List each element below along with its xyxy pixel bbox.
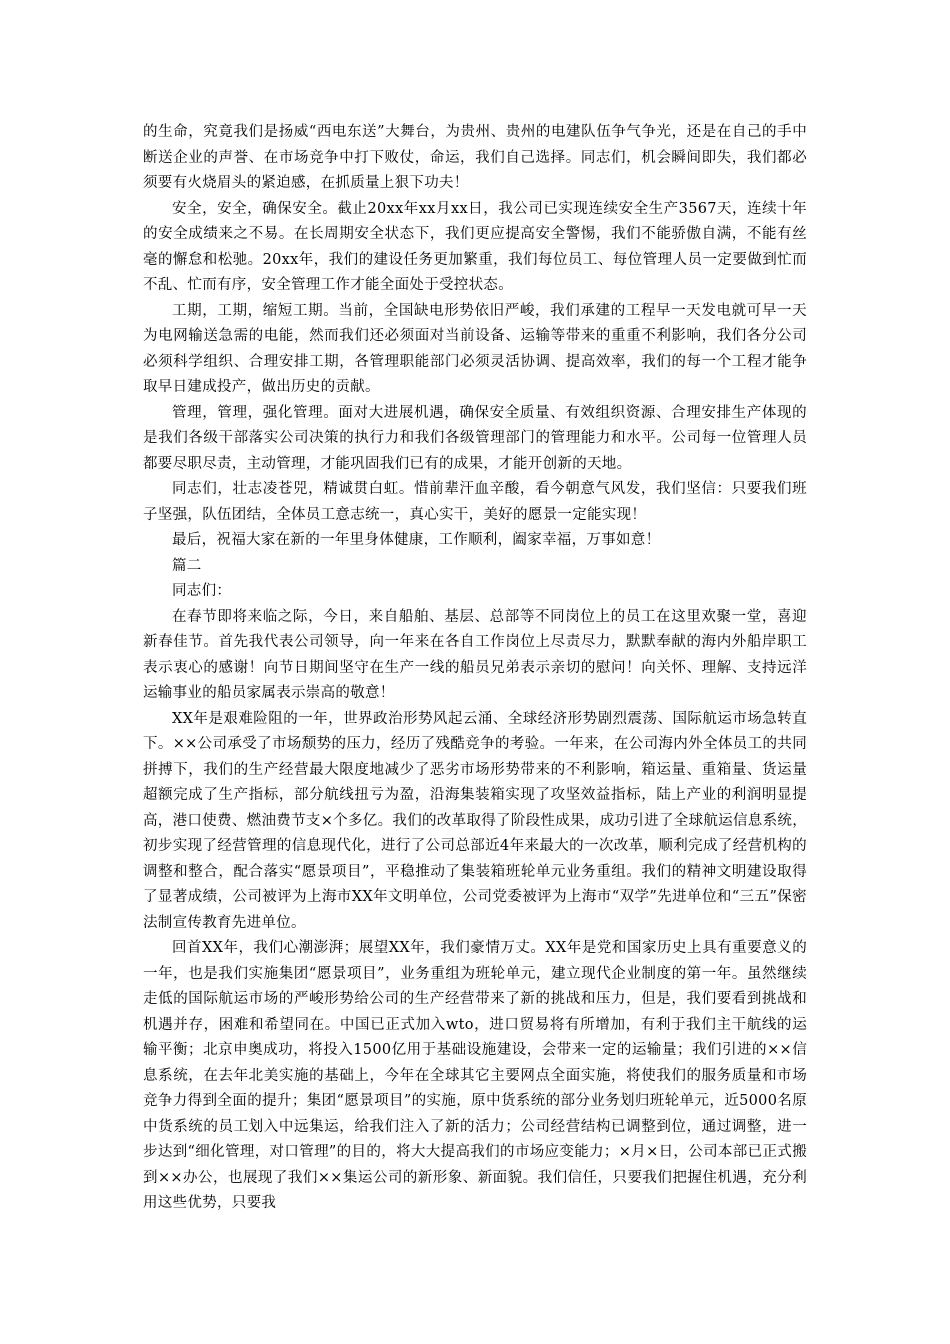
paragraph-closing-wishes: 最后，祝福大家在新的一年里身体健康，工作顺利，阖家幸福，万事如意！	[172, 532, 661, 548]
paragraph-spring-festival: 在春节即将来临之际，今日，来自船舶、基层、总部等不同岗位上的员工在这里欢聚一堂，喜迎新春佳节。首先我代表公司领导，向一年来在各自工作岗位上尽责尽力，默默奉献的海内外船岸职工表示衷心的感谢！向节日期间坚守在生产一线的船员兄弟表示亲切的慰问！向关怀、理解、支持远洋运输事业的船员家属表示崇高的敬意！	[143, 608, 807, 701]
paragraph-year-review: XX年是艰难险阻的一年，世界政治形势风起云涌、全球经济形势剧烈震荡、国际航运市场急转直下。××公司承受了市场颓势的压力，经历了残酷竞争的考验。一年来，在公司海内外全体员工的共同拼搏下，我们的生产经营最大限度地减少了恶劣市场形势带来的不利影响，箱运量、重箱量、货运量超额完成了生产指标，部分航线扭亏为盈，沿海集装箱实现了攻坚效益指标，陆上产业的利润明显提高，港口使费、燃油费节支×个多亿。我们的改革取得了阶段性成果，成功引进了全球航运信息系统，初步实现了经营管理的信息现代化，进行了公司总部近4年来最大的一次改革，顺利完成了经营机构的调整和整合，配合落实“愿景项目”，平稳推动了集装箱班轮单元业务重组。我们的精神文明建设取得了显著成绩，公司被评为上海市XX年文明单位，公司党委被评为上海市“双学”先进单位和“三五”保密法制宣传教育先进单位。	[143, 710, 807, 931]
paragraph-safety: 安全，安全，确保安全。截止20xx年xx月xx日，我公司已实现连续安全生产3567天，连续十年的安全成绩来之不易。在长周期安全状态下，我们更应提高安全警惕，我们不能骄傲自满，不能有丝毫的懈怠和松驰。20xx年，我们的建设任务更加繁重，我们每位员工、每位管理人员一定要做到忙而不乱、忙而有序，安全管理工作才能全面处于受控状态。	[143, 200, 807, 293]
paragraph-schedule: 工期，工期，缩短工期。当前，全国缺电形势依旧严峻，我们承建的工程早一天发电就可早一天为电网输送急需的电能，然而我们还必须面对当前设备、运输等带来的重重不利影响，我们各分公司必须科学组织、合理安排工期，各管理职能部门必须灵活协调、提高效率，我们的每一个工程才能争取早日建成投产，做出历史的贡献。	[143, 302, 807, 395]
paragraph-outlook: 回首XX年，我们心潮澎湃；展望XX年，我们豪情万丈。XX年是党和国家历史上具有重要意义的一年，也是我们实施集团“愿景项目”，业务重组为班轮单元，建立现代企业制度的第一年。虽然继续走低的国际航运市场的严峻形势给公司的生产经营带来了新的挑战和压力，但是，我们要看到挑战和机遇并存，困难和希望同在。中国已正式加入wto，进口贸易将有所增加，有利于我们主干航线的运输平衡；北京申奥成功，将投入1500亿用于基础设施建设，会带来一定的运输量；我们引进的××信息系统，在去年北美实施的基础上，今年在全球其它主要网点全面实施，将使我们的服务质量和市场竞争力得到全面的提升；集团“愿景项目”的实施，原中货系统的部分业务划归班轮单元，近5000名原中货系统的员工划入中远集运，给我们注入了新的活力；公司经营结构已调整到位，通过调整，进一步达到“细化管理，对口管理”的目的，将大大提高我们的市场应变能力；×月×日，公司本部已正式搬到××办公，也展现了我们××集运公司的新形象、新面貌。我们信任，只要我们把握住机遇，充分利用这些优势，只要我	[143, 940, 807, 1211]
salutation: 同志们：	[172, 583, 232, 599]
section-heading: 篇二	[172, 557, 202, 574]
paragraph-1: 的生命，究竟我们是扬威“西电东送”大舞台，为贵州、贵州的电建队伍争气争光，还是在自己的手中断送企业的声誉、在市场竞争中打下败仗，命运，我们自己选择。同志们，机会瞬间即失，我们都必须要有火烧眉头的紧迫感，在抓质量上狠下功夫！	[143, 124, 807, 191]
document-body	[143, 120, 807, 1217]
paragraph-management: 管理，管理，强化管理。面对大进展机遇，确保安全质量、有效组织资源、合理安排生产体现的是我们各级干部落实公司决策的执行力和我们各级管理部门的管理能力和水平。公司每一位管理人员都要尽职尽责，主动管理，才能巩固我们已有的成果，才能开创新的天地。	[143, 404, 807, 472]
paragraph-comrades: 同志们，壮志凌苍兕，精诚贯白虹。惜前辈汗血辛酸，看今朝意气风发，我们坚信：只要我们班子坚强，队伍团结，全体员工意志统一，真心实干，美好的愿景一定能实现！	[143, 481, 807, 523]
